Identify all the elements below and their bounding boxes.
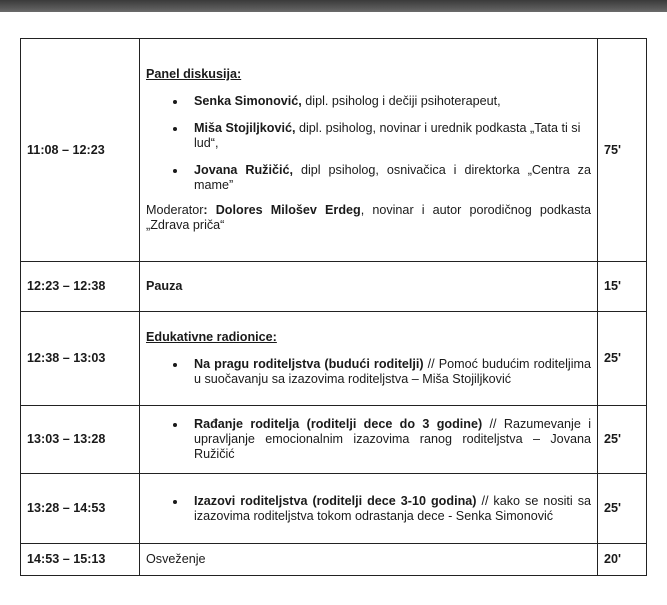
speaker-desc: dipl. psiholog i dečiji psihoterapeut,: [301, 94, 501, 108]
workshop-desc: // kako se nositi sa izazovima roditeljstva tokom odrastanja dece - Senka Simonović: [194, 493, 591, 523]
duration-cell: 25': [598, 474, 647, 544]
moderator-name: : Dolores Milošev Erdeg: [203, 203, 361, 217]
speaker-desc: dipl psiholog, osnivačica i direktorka „Centra za mame”: [194, 163, 591, 192]
time-cell: 13:03 – 13:28: [21, 406, 140, 474]
workshop-name: Na pragu roditeljstva (budući roditelji): [194, 357, 424, 371]
content-cell: [140, 474, 598, 544]
workshops-title: Edukativne radionice:: [146, 330, 277, 344]
workshop-list: [146, 417, 591, 462]
time-cell: 11:08 – 12:23: [21, 39, 140, 262]
duration-cell: 25': [598, 406, 647, 474]
speaker-name: Senka Simonović,: [194, 94, 302, 108]
content-cell: [140, 406, 598, 474]
content-cell: [140, 39, 598, 262]
moderator-text: [146, 203, 591, 233]
moderator-label: Moderator: [146, 203, 204, 217]
workshop-name: Rađanje roditelja (roditelji dece do 3 godine): [194, 417, 483, 431]
list-item: [194, 94, 591, 109]
duration-cell: 15': [598, 262, 647, 312]
list-item: [194, 121, 591, 151]
table-row: [21, 474, 647, 544]
speaker-name: Jovana Ružičić,: [194, 163, 293, 177]
time-cell: 12:23 – 12:38: [21, 262, 140, 312]
table-row: [21, 406, 647, 474]
list-item: [194, 494, 591, 524]
content-cell: Osveženje: [140, 544, 598, 576]
time-cell: 14:53 – 15:13: [21, 544, 140, 576]
table-row: [21, 39, 647, 262]
duration-cell: 20': [598, 544, 647, 576]
list-item: [194, 417, 591, 462]
table-row: [21, 312, 647, 406]
workshop-desc: // Pomoć budućim roditeljima u suočavanju sa izazovima roditeljstva – Miša Stojiljković: [194, 357, 591, 386]
duration-cell: 25': [598, 312, 647, 406]
content-cell: Pauza: [140, 262, 598, 312]
table-row: [21, 544, 647, 576]
workshop-list: [146, 357, 591, 387]
window-top-bar: [0, 0, 667, 12]
workshop-name: Izazovi roditeljstva (roditelji dece 3-10 godina): [194, 493, 477, 508]
content-cell: [140, 312, 598, 406]
table-row: [21, 262, 647, 312]
speaker-name: Miša Stojiljković,: [194, 121, 296, 135]
time-cell: 13:28 – 14:53: [21, 474, 140, 544]
speaker-desc: dipl. psiholog, novinar i urednik podkasta „Tata ti si lud“,: [194, 121, 581, 150]
list-item: [194, 163, 591, 193]
list-item: [194, 357, 591, 387]
workshop-desc: // Razumevanje i upravljanje emocionalnim izazovima ranog roditeljstva – Jovana Ružičić: [194, 417, 591, 461]
workshop-list: [146, 494, 591, 524]
panel-title: Panel diskusija:: [146, 67, 242, 81]
moderator-desc: , novinar i autor porodičnog podkasta „Zdrava priča“: [146, 203, 592, 232]
schedule-table: [20, 38, 647, 576]
duration-cell: 75': [598, 39, 647, 262]
speaker-list: [146, 94, 591, 193]
time-cell: 12:38 – 13:03: [21, 312, 140, 406]
